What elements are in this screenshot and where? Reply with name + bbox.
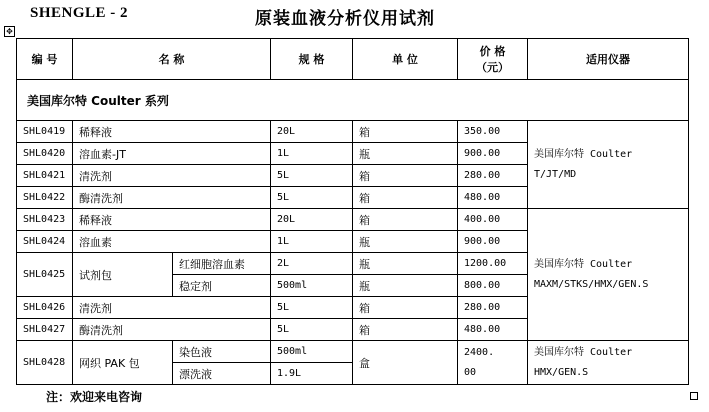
- row-unit: 瓶: [353, 231, 458, 253]
- row-unit: 箱: [353, 209, 458, 231]
- instrument-group-3: [528, 341, 689, 385]
- table-row: [17, 341, 689, 363]
- row-unit: 箱: [353, 297, 458, 319]
- row-subname: 稳定剂: [173, 275, 271, 297]
- price-line: 2400.: [464, 346, 495, 358]
- row-spec: 1.9L: [271, 363, 353, 385]
- row-code: SHL0421: [17, 165, 73, 187]
- row-price: 480.00: [458, 319, 528, 341]
- instrument-line: HMX/GEN.S: [534, 366, 589, 378]
- row-code: SHL0422: [17, 187, 73, 209]
- row-unit: 瓶: [353, 275, 458, 297]
- row-price: 1200.00: [458, 253, 528, 275]
- row-spec: 5L: [271, 319, 353, 341]
- row-code: SHL0419: [17, 121, 73, 143]
- col-header-name: 名 称: [73, 39, 271, 80]
- table-move-handle-icon[interactable]: ✥: [4, 26, 15, 37]
- table-row: [17, 209, 689, 231]
- row-price: 280.00: [458, 165, 528, 187]
- row-unit: 箱: [353, 121, 458, 143]
- row-name: 试剂包: [73, 253, 173, 297]
- col-header-price-label: 价 格: [479, 45, 506, 58]
- page-title: 原装血液分析仪用试剂: [255, 9, 435, 29]
- col-header-price: [458, 39, 528, 80]
- row-name: 稀释液: [73, 121, 271, 143]
- col-header-spec: 规 格: [271, 39, 353, 80]
- row-price: 800.00: [458, 275, 528, 297]
- footnote: 注：欢迎来电咨询: [46, 390, 143, 404]
- row-name: 溶血素: [73, 231, 271, 253]
- row-spec: 5L: [271, 165, 353, 187]
- row-price: 280.00: [458, 297, 528, 319]
- instrument-line: T/JT/MD: [534, 168, 577, 180]
- row-price: [458, 341, 528, 385]
- instrument-group-2: [528, 209, 689, 341]
- row-subname: 红细胞溶血素: [173, 253, 271, 275]
- row-name: 稀释液: [73, 209, 271, 231]
- row-subname: 漂洗液: [173, 363, 271, 385]
- row-spec: 500ml: [271, 341, 353, 363]
- row-spec: 1L: [271, 231, 353, 253]
- row-unit: 瓶: [353, 253, 458, 275]
- series-title-row: [17, 80, 689, 121]
- row-code: SHL0423: [17, 209, 73, 231]
- row-code: SHL0427: [17, 319, 73, 341]
- row-price: 350.00: [458, 121, 528, 143]
- row-spec: 5L: [271, 297, 353, 319]
- row-spec: 500ml: [271, 275, 353, 297]
- row-price: 900.00: [458, 231, 528, 253]
- col-header-unit: 单 位: [353, 39, 458, 80]
- row-price: 900.00: [458, 143, 528, 165]
- col-header-code: 编 号: [17, 39, 73, 80]
- row-code: SHL0428: [17, 341, 73, 385]
- row-unit: 箱: [353, 319, 458, 341]
- row-name: 清洗剂: [73, 165, 271, 187]
- col-header-price-unit: （元）: [476, 61, 509, 74]
- row-subname: 染色液: [173, 341, 271, 363]
- row-code: SHL0426: [17, 297, 73, 319]
- row-code: SHL0425: [17, 253, 73, 297]
- table-resize-handle-icon[interactable]: [690, 392, 698, 400]
- row-spec: 20L: [271, 121, 353, 143]
- row-unit: 箱: [353, 165, 458, 187]
- row-price: 480.00: [458, 187, 528, 209]
- row-spec: 5L: [271, 187, 353, 209]
- row-code: SHL0420: [17, 143, 73, 165]
- row-name: 酶清洗剂: [73, 187, 271, 209]
- row-unit: 箱: [353, 187, 458, 209]
- series-title: 美国库尔特 Coulter 系列: [17, 80, 689, 121]
- row-name: 溶血素-JT: [73, 143, 271, 165]
- row-spec: 20L: [271, 209, 353, 231]
- row-name: 网织 PAK 包: [73, 341, 173, 385]
- instrument-line: 美国库尔特 Coulter: [534, 148, 633, 160]
- price-line: 00: [464, 366, 477, 378]
- row-name: 清洗剂: [73, 297, 271, 319]
- instrument-line: MAXM/STKS/HMX/GEN.S: [534, 278, 649, 290]
- price-table: [16, 38, 689, 385]
- row-price: 400.00: [458, 209, 528, 231]
- row-unit: 盒: [353, 341, 458, 385]
- instrument-group-1: [528, 121, 689, 209]
- row-spec: 2L: [271, 253, 353, 275]
- row-name: 酶清洗剂: [73, 319, 271, 341]
- table-row: [17, 121, 689, 143]
- row-unit: 瓶: [353, 143, 458, 165]
- instrument-line: 美国库尔特 Coulter: [534, 346, 633, 358]
- document-code: SHENGLE - 2: [30, 5, 129, 21]
- instrument-line: 美国库尔特 Coulter: [534, 258, 633, 270]
- table-header-row: [17, 39, 689, 80]
- row-spec: 1L: [271, 143, 353, 165]
- col-header-instrument: 适用仪器: [528, 39, 689, 80]
- row-code: SHL0424: [17, 231, 73, 253]
